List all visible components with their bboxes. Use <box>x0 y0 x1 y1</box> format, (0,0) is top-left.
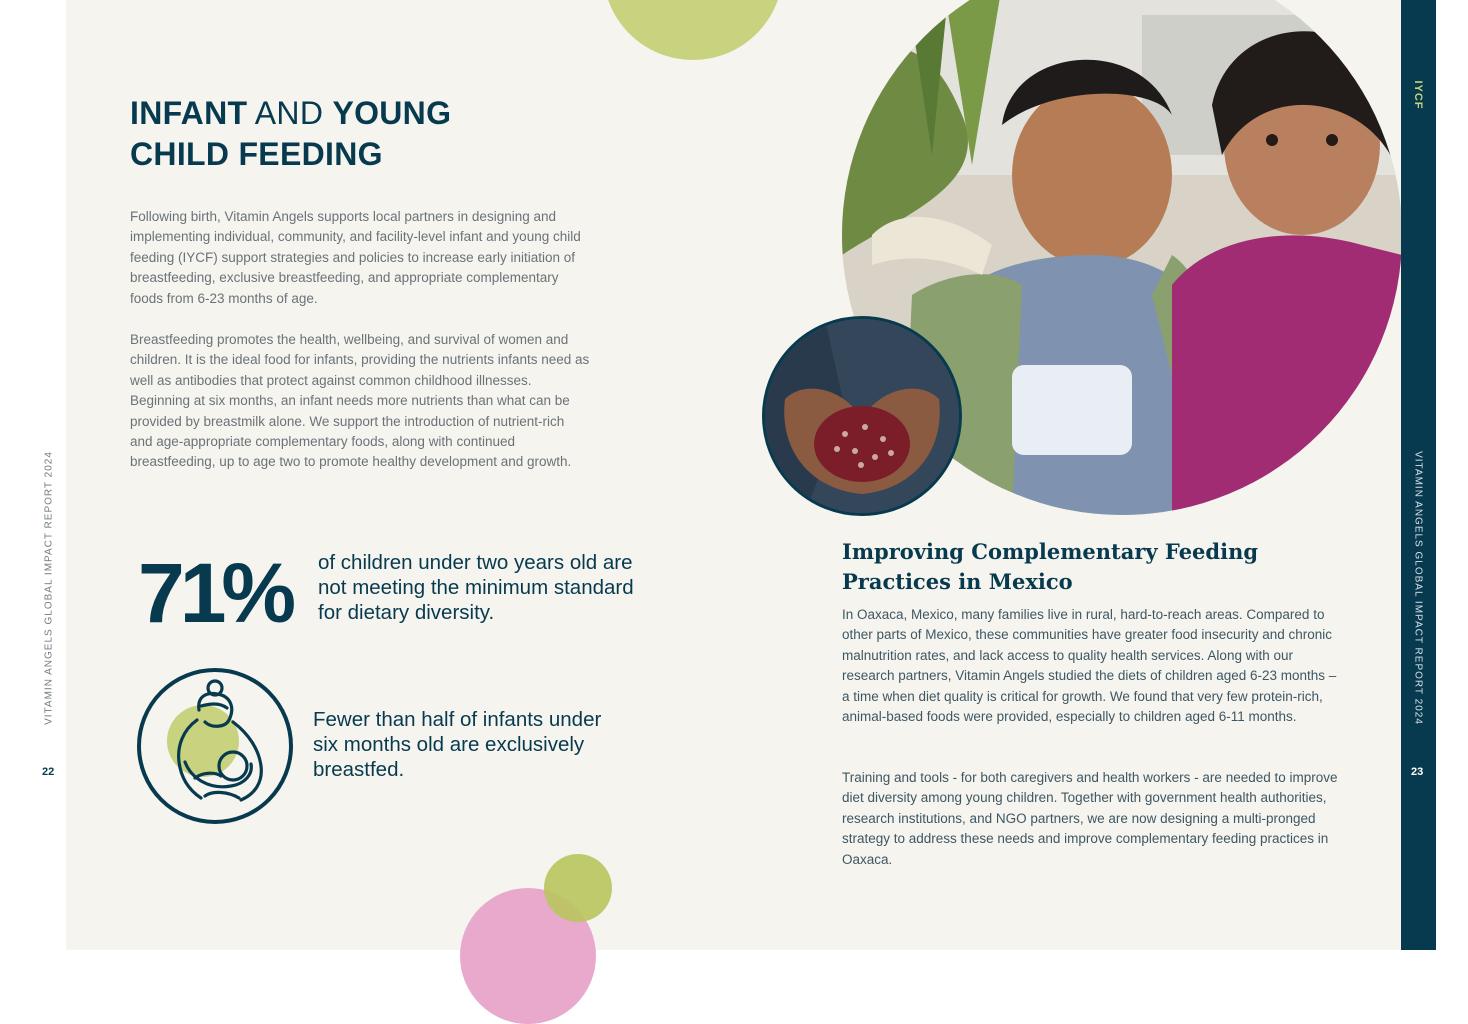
title-bold-1: INFANT <box>130 95 248 131</box>
page-title <box>130 93 451 175</box>
decorative-circle-green <box>544 854 612 922</box>
hands-holding-beans-photo <box>762 316 962 516</box>
mexico-section-title: Improving Complementary Feeding Practices in Mexico <box>842 539 1259 594</box>
title-line-2: CHILD FEEDING <box>130 136 383 172</box>
breastfeeding-mother-icon <box>135 666 295 826</box>
title-bold-2: YOUNG <box>332 95 452 131</box>
oaxaca-paragraph: In Oaxaca, Mexico, many families live in rural, hard-to-reach areas. Compared to other parts of Mexico, these communities have greater food insecurity and chronic malnutrition rates, and lack access to quality health services. Along with our research partners, Vitamin Angels studied the diets of children aged 6-23 months – a time when diet quality is critical for growth. We found that very few protein-rich, animal-based foods were provided, especially to children aged 6-11 months. <box>842 607 1337 725</box>
report-side-label-left: VITAMIN ANGELS GLOBAL IMPACT REPORT 2024 <box>43 451 55 725</box>
stat-breastfed-description: Fewer than half of infants under six months old are exclusively breastfed. <box>313 708 602 781</box>
report-side-label-right: VITAMIN ANGELS GLOBAL IMPACT REPORT 2024 <box>1412 451 1424 725</box>
stat-71-percent: 71% <box>138 546 292 640</box>
decorative-circle-top <box>603 0 783 60</box>
breastfeeding-paragraph: Breastfeeding promotes the health, wellbeing, and survival of women and children. It is the ideal food for infants, providing the nutrients infants need as well as antibodies that protect against common childhood illnesses. Beginning at six months, an infant needs more nutrients than what can be provided by breastmilk alone. We support the introduction of nutrient-rich and age-appropriate complementary foods, along with continued breastfeeding, up to age two to promote healthy development and growth. <box>130 332 590 470</box>
training-paragraph: Training and tools - for both caregivers and health workers - are needed to improve diet diversity among young children. Together with government health authorities, research institutions, and NGO partners, we are now designing a multi-pronged strategy to address these needs and improve complementary feeding practices in Oaxaca. <box>842 770 1338 867</box>
page-number-left: 22 <box>42 766 55 778</box>
stat-71-description: of children under two years old are not meeting the minimum standard for dietary diversity. <box>318 551 634 624</box>
section-tag-iycf: IYCF <box>1412 80 1424 110</box>
intro-paragraph: Following birth, Vitamin Angels supports local partners in designing and implementing individual, community, and facility-level infant and young child feeding (IYCF) support strategies and policies to increase early initiation of breastfeeding, exclusive breastfeeding, and appropriate complementary foods from 6-23 months of age. <box>130 209 581 306</box>
page-number-right: 23 <box>1411 766 1424 778</box>
title-light: AND <box>247 95 333 131</box>
